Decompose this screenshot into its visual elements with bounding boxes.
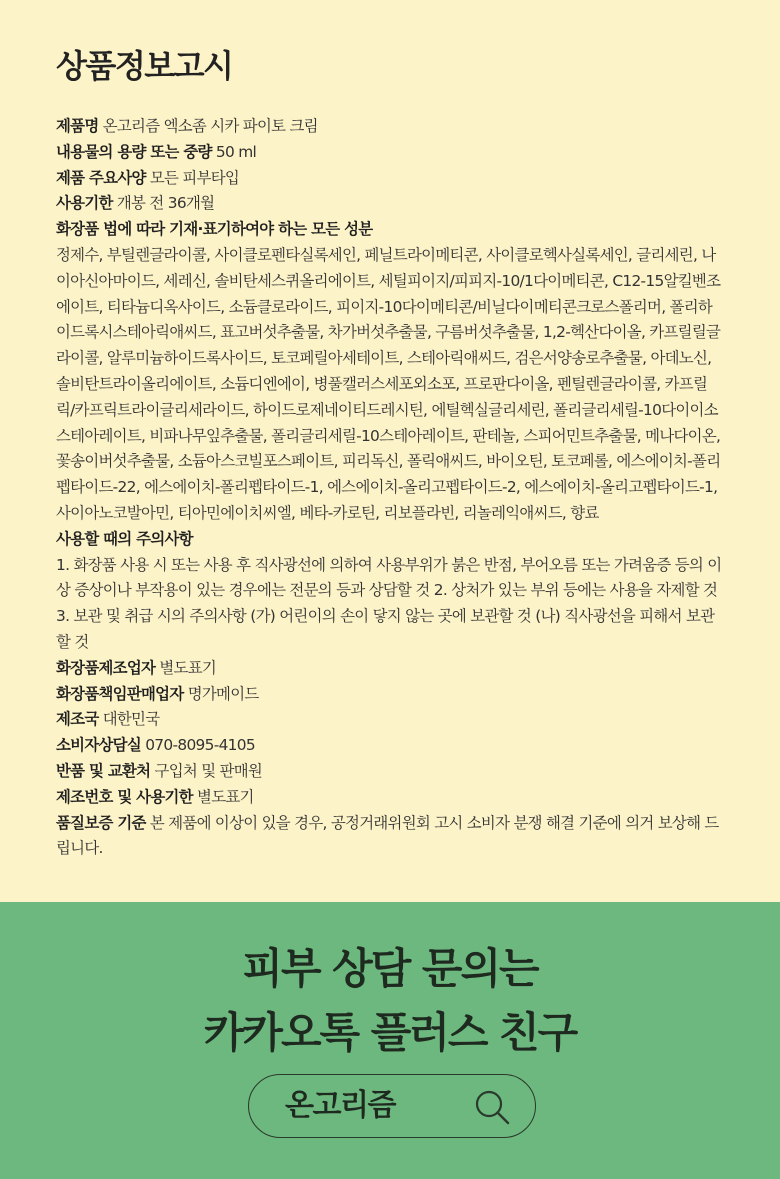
row-label: 반품 및 교환처: [56, 761, 151, 780]
row-label: 사용할 때의 주의사항: [56, 529, 193, 548]
info-row-warranty: [56, 811, 724, 863]
info-row-ingredients: [56, 217, 724, 527]
row-value: 구입처 및 판매원: [154, 761, 263, 780]
row-value: 별도표기: [197, 787, 254, 806]
row-label: 내용물의 용량 또는 중량: [56, 142, 212, 161]
kakao-consult-banner: [0, 902, 780, 1179]
search-keyword: 온고리즘: [285, 1088, 395, 1123]
info-row-expiry: [56, 191, 724, 217]
row-label: 품질보증 기준: [56, 813, 146, 832]
row-value: 본 제품에 이상이 있을 경우, 공정거래위원회 고시 소비자 분쟁 해결 기준에 의거 보상해 드립니다.: [56, 813, 719, 858]
row-label: 소비자상담실: [56, 736, 142, 755]
row-label: 제품 주요사양: [56, 168, 146, 187]
row-value: 정제수, 부틸렌글라이콜, 사이클로펜타실록세인, 페닐트라이메티콘, 사이클로헥사실록세인, 글리세린, 나이아신아마이드, 세레신, 솔비탄세스퀴올리에이트, 세틸피이지/피피지-10/1다이메티콘, C12-15알킬벤조에이트, 티타늄디옥사이드, 소듐클로라이드, 피이지-10다이메티콘/비닐다이메티콘크로스폴리머, 폴리하이드록시스테아릭애씨드, 표고버섯추출물, 차가버섯추출물, 구름버섯추출물, 1,2-헥산다이올, 카프릴릴글라이콜, 알루미늄하이드록사이드, 토코페릴아세테이트, 스테아릭애씨드, 검은서양송로추출물, 아데노신, 솔비탄트라이올리에이트, 소듐디엔에이, 병풀캘러스세포외소포, 프로판다이올, 펜틸렌글라이콜, 카프릴릭/카프릭트라이글리세라이드, 하이드로제네이티드레시틴, 에틸헥실글리세린, 폴리글리세릴-10다이이소스테아레이트, 비파나무잎추출물, 폴리글리세릴-10스테아레이트, 판테놀, 스피어민트추출물, 메나다이온, 꽃송이버섯추출물, 소듐아스코빌포스페이트, 피리독신, 폴릭애씨드, 바이오틴, 토코페롤, 에스에이치-폴리펩타이드-22, 에스에이치-폴리펩타이드-1, 에스에이치-올리고펩타이드-2, 에스에이치-올리고펩타이드-1, 사이아노코발아민, 티아민에이치씨엘, 베타-카로틴, 리보플라빈, 리놀레익애씨드, 향료: [56, 245, 721, 522]
info-row-volume: [56, 140, 724, 166]
cta-headline-line1: 피부 상담 문의는: [242, 944, 538, 993]
info-rows: [56, 114, 724, 862]
row-value: 별도표기: [159, 658, 217, 677]
row-value: 개봉 전 36개월: [116, 194, 215, 213]
info-row-manufacturer: [56, 656, 724, 682]
info-row-lot-number: [56, 785, 724, 811]
row-label: 제조번호 및 사용기한: [56, 787, 193, 806]
info-row-returns: [56, 759, 724, 785]
info-row-distributor: [56, 682, 724, 708]
row-label: 제조국: [56, 710, 99, 729]
row-label: 사용기한: [56, 194, 113, 213]
row-value: 대한민국: [102, 710, 160, 729]
kakao-search-button[interactable]: [248, 1074, 536, 1138]
row-label: 화장품 법에 따라 기재·표기하여야 하는 모든 성분: [56, 220, 373, 239]
row-label: 화장품제조업자: [56, 658, 156, 677]
info-row-product-name: [56, 114, 724, 140]
row-value: 070-8095-4105: [145, 736, 255, 755]
row-value: 1. 화장품 사용 시 또는 사용 후 직사광선에 의하여 사용부위가 붉은 반점, 부어오름 또는 가려움증 등의 이상 증상이나 부작용이 있는 경우에는 전문의 등과 상담할 것 2. 상처가 있는 부위 등에는 사용을 자제할 것 3. 보관 및 취급 시의 주의사항 (가) 어린이의 손이 닿지 않는 곳에 보관할 것 (나) 직사광선을 피해서 보관할 것: [56, 555, 722, 651]
info-row-country: [56, 707, 724, 733]
row-value: 명가메이드: [187, 684, 259, 703]
section-title: 상품정보고시: [56, 47, 233, 85]
row-value: 온고리즘 엑소좀 시카 파이토 크림: [102, 117, 318, 135]
row-value: 50 ml: [215, 142, 257, 161]
row-label: 화장품책임판매업자: [56, 684, 184, 703]
search-icon: [473, 1088, 511, 1126]
row-label: 제품명: [56, 117, 99, 135]
info-row-customer-service: [56, 733, 724, 759]
info-row-precautions: [56, 527, 724, 656]
row-value: 모든 피부타입: [149, 168, 240, 187]
info-row-spec: [56, 166, 724, 192]
cta-headline-line2: 카카오톡 플러스 친구: [203, 1008, 577, 1057]
